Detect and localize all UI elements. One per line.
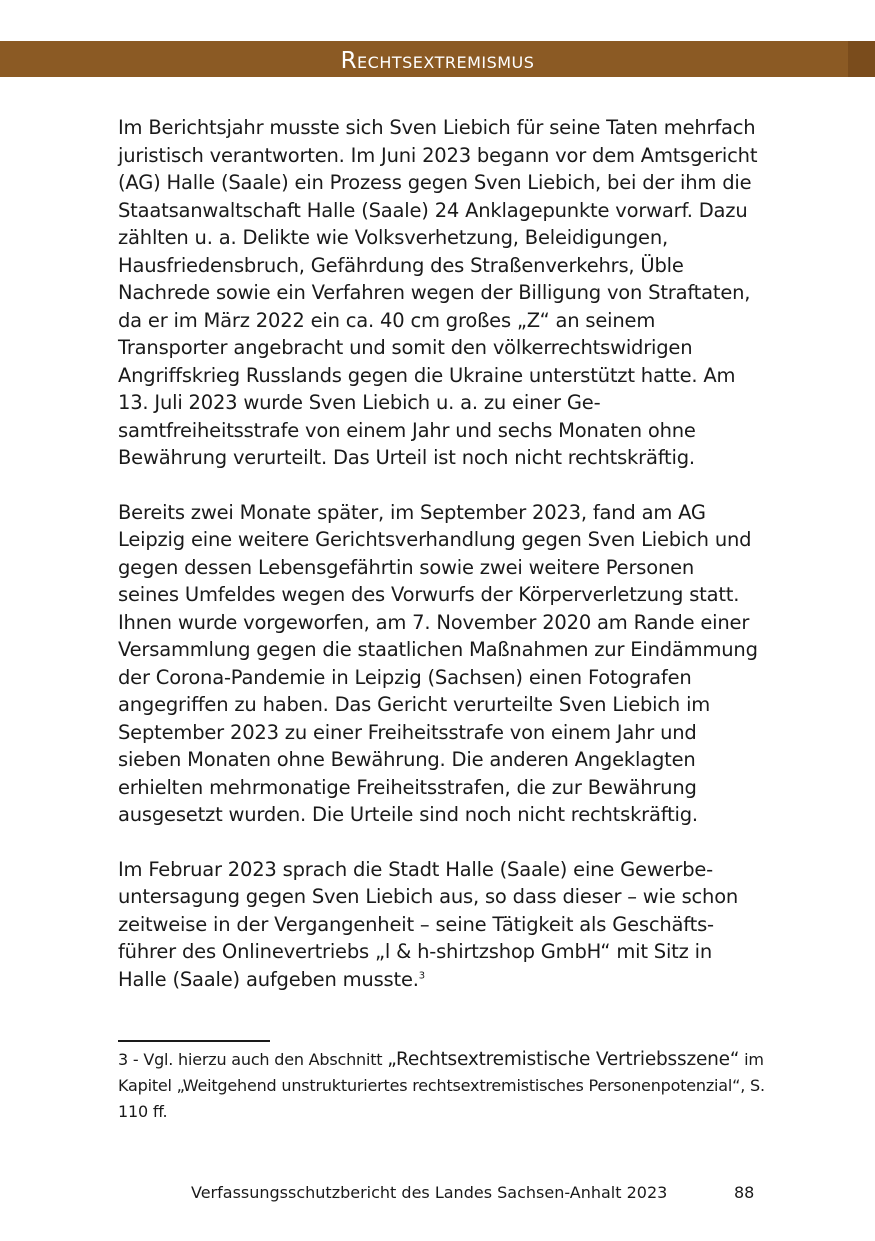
body-text bbox=[118, 114, 758, 1020]
paragraph-1: Im Berichtsjahr musste sich Sven Liebich für seine Taten mehrfach juristisch verantworten. Im Juni 2023 begann vor dem Amtsgericht (AG) Halle (Saale) ein Prozess gegen Sven Liebich, bei der ihm die Staatsanwaltschaft Halle (Saale) 24 Anklagepunkte vorwarf. Dazu zählten u. a. Delikte wie Volksverhetzung, Beleidigungen, Hausfriedensbruch, Gefährdung des Straßenverkehrs, Üble Nachrede sowie ein Verfahren wegen der Billigung von Straftaten, da er im März 2022 ein ca. 40 cm großes „Z“ an seinem Transporter angebracht und somit den völkerrechtswidrigen Angriffskrieg Russlands gegen die Ukraine unterstützt hatte. Am 13. Juli 2023 wurde Sven Liebich u. a. zu einer Gesamtfreiheitsstrafe von einem Jahr und sechs Monaten ohne Bewährung verurteilt. Das Urteil ist noch nicht rechtskräftig. bbox=[118, 116, 758, 469]
page-number: 88 bbox=[734, 1183, 755, 1202]
footnote-separator bbox=[118, 1040, 270, 1042]
footnote bbox=[118, 1047, 768, 1125]
paragraph-3-text: Im Februar 2023 sprach die Stadt Halle (Saale) eine Gewerbeuntersagung gegen Sven Liebich aus, so dass dieser – wie schon zeitweise in der Vergangenheit – seine Tätigkeit als Geschäftsführer des Onlinevertriebs „l & h-shirtzshop GmbH“ mit Sitz in Halle (Saale) aufgeben musste. bbox=[118, 857, 739, 991]
footnote-section-name: „Rechtsextremistische Vertriebsszene“ bbox=[387, 1049, 740, 1070]
footer-title: Verfassungsschutzbericht des Landes Sachsen-Anhalt 2023 bbox=[191, 1183, 668, 1202]
footnote-suffix: im Kapitel „Weitgehend unstrukturiertes rechtsextremistisches Personenpotenzial“, S. 110 ff. bbox=[118, 1050, 765, 1121]
paragraph-2: Bereits zwei Monate später, im September 2023, fand am AG Leipzig eine weitere Gerichtsverhandlung gegen Sven Liebich und gegen dessen Lebensgefährtin sowie zwei weitere Personen seines Umfeldes wegen des Vorwurfs der Körperverletzung statt. Ihnen wurde vorgeworfen, am 7. November 2020 am Rande einer Versammlung gegen die staatlichen Maßnahmen zur Eindämmung der Corona-Pandemie in Leipzig (Sachsen) einen Fotografen angegriffen zu haben. Das Gericht verurteilte Sven Liebich im September 2023 zu einer Freiheitsstrafe von einem Jahr und sieben Monaten ohne Bewährung. Die anderen Angeklagten erhielten mehrmonatige Freiheitsstrafen, die zur Bewährung ausgesetzt wurden. Die Urteile sind noch nicht rechtskräftig. bbox=[118, 500, 758, 826]
footnote-prefix: 3 - Vgl. hierzu auch den Abschnitt bbox=[118, 1050, 388, 1069]
footnote-reference[interactable]: 3 bbox=[418, 970, 425, 981]
chapter-title: Rechtsextremismus bbox=[340, 48, 535, 74]
paragraph-3 bbox=[118, 856, 758, 994]
